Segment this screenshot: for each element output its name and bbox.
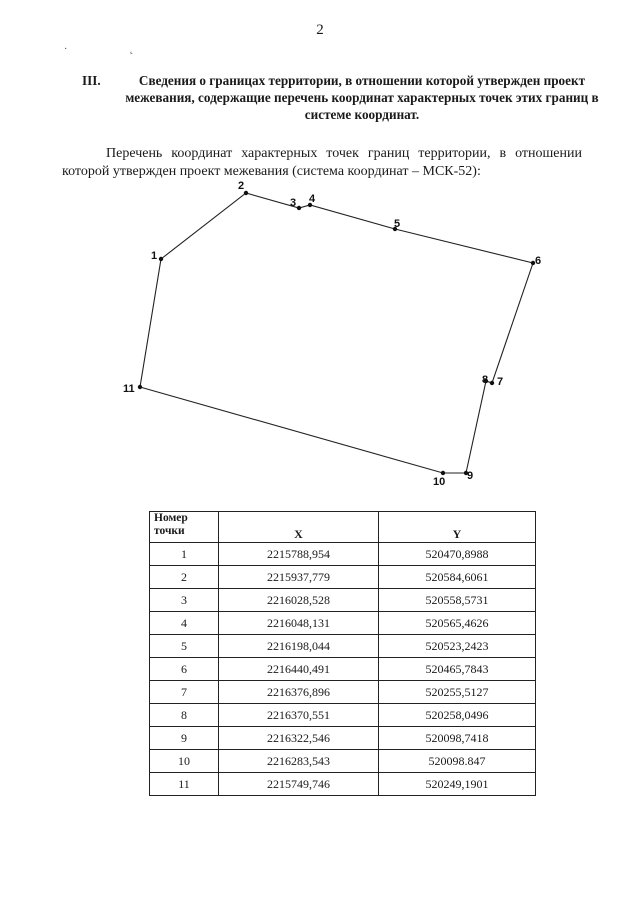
point-number-cell: 7 [150,681,219,704]
point-number-cell: 3 [150,589,219,612]
point-number-cell: 10 [150,750,219,773]
boundary-polygon [140,193,533,473]
y-cell: 520584,6061 [379,566,536,589]
table-row [150,704,536,727]
point-number-cell: 8 [150,704,219,727]
point-label: 6 [535,255,542,267]
x-cell: 2215749,746 [219,773,379,796]
x-cell: 2216198,044 [219,635,379,658]
header-x: X [219,512,379,543]
table-row [150,727,536,750]
point-label: 8 [482,374,489,386]
page-number: 2 [316,22,324,38]
boundary-point [138,385,142,389]
table-row [150,658,536,681]
point-number-cell: 9 [150,727,219,750]
x-cell: 2215937,779 [219,566,379,589]
boundary-point [490,381,494,385]
x-cell: 2215788,954 [219,543,379,566]
point-number-cell: 11 [150,773,219,796]
y-cell: 520258,0496 [379,704,536,727]
header-y: Y [379,512,536,543]
point-label: 11 [123,383,135,395]
point-label: 3 [290,197,297,209]
x-cell: 2216376,896 [219,681,379,704]
point-number-cell: 4 [150,612,219,635]
point-number-cell: 2 [150,566,219,589]
table-row [150,612,536,635]
y-cell: 520255,5127 [379,681,536,704]
point-label: 2 [238,180,245,192]
coordinates-table [149,511,536,796]
header-point-number: Номер точки [150,512,219,543]
y-cell: 520558,5731 [379,589,536,612]
table-row [150,543,536,566]
boundary-point [244,191,248,195]
point-label: 7 [497,376,504,388]
table-row [150,773,536,796]
y-cell: 520098.847 [379,750,536,773]
table-row [150,566,536,589]
point-label: 1 [151,250,158,262]
point-number-cell: 1 [150,543,219,566]
point-label: 5 [394,218,401,230]
x-cell: 2216048,131 [219,612,379,635]
point-label: 10 [433,476,446,488]
x-cell: 2216370,551 [219,704,379,727]
table-row [150,750,536,773]
y-cell: 520465,7843 [379,658,536,681]
y-cell: 520565,4626 [379,612,536,635]
point-label: 4 [309,193,316,205]
point-label: 9 [467,470,474,482]
y-cell: 520523,2423 [379,635,536,658]
scan-specks: · ˛ [64,44,164,55]
x-cell: 2216283,543 [219,750,379,773]
table-header-row [150,512,536,543]
section-title: Сведения о границах территории, в отношении которой утвержден проект межевания, содержащие перечень координат характерных точек этих границ в системе координат. [125,73,599,122]
x-cell: 2216028,528 [219,589,379,612]
table-row [150,635,536,658]
boundary-point [297,206,301,210]
y-cell: 520249,1901 [379,773,536,796]
table-row [150,589,536,612]
boundary-point [441,471,445,475]
y-cell: 520098,7418 [379,727,536,750]
boundary-point [159,257,163,261]
intro-paragraph: Перечень координат характерных точек границ территории, в отношении которой утвержден проект межевания (система координат – МСК-52): [62,146,582,179]
x-cell: 2216322,546 [219,727,379,750]
section-number: III. [82,73,101,88]
table-row [150,681,536,704]
y-cell: 520470,8988 [379,543,536,566]
point-number-cell: 6 [150,658,219,681]
x-cell: 2216440,491 [219,658,379,681]
point-number-cell: 5 [150,635,219,658]
